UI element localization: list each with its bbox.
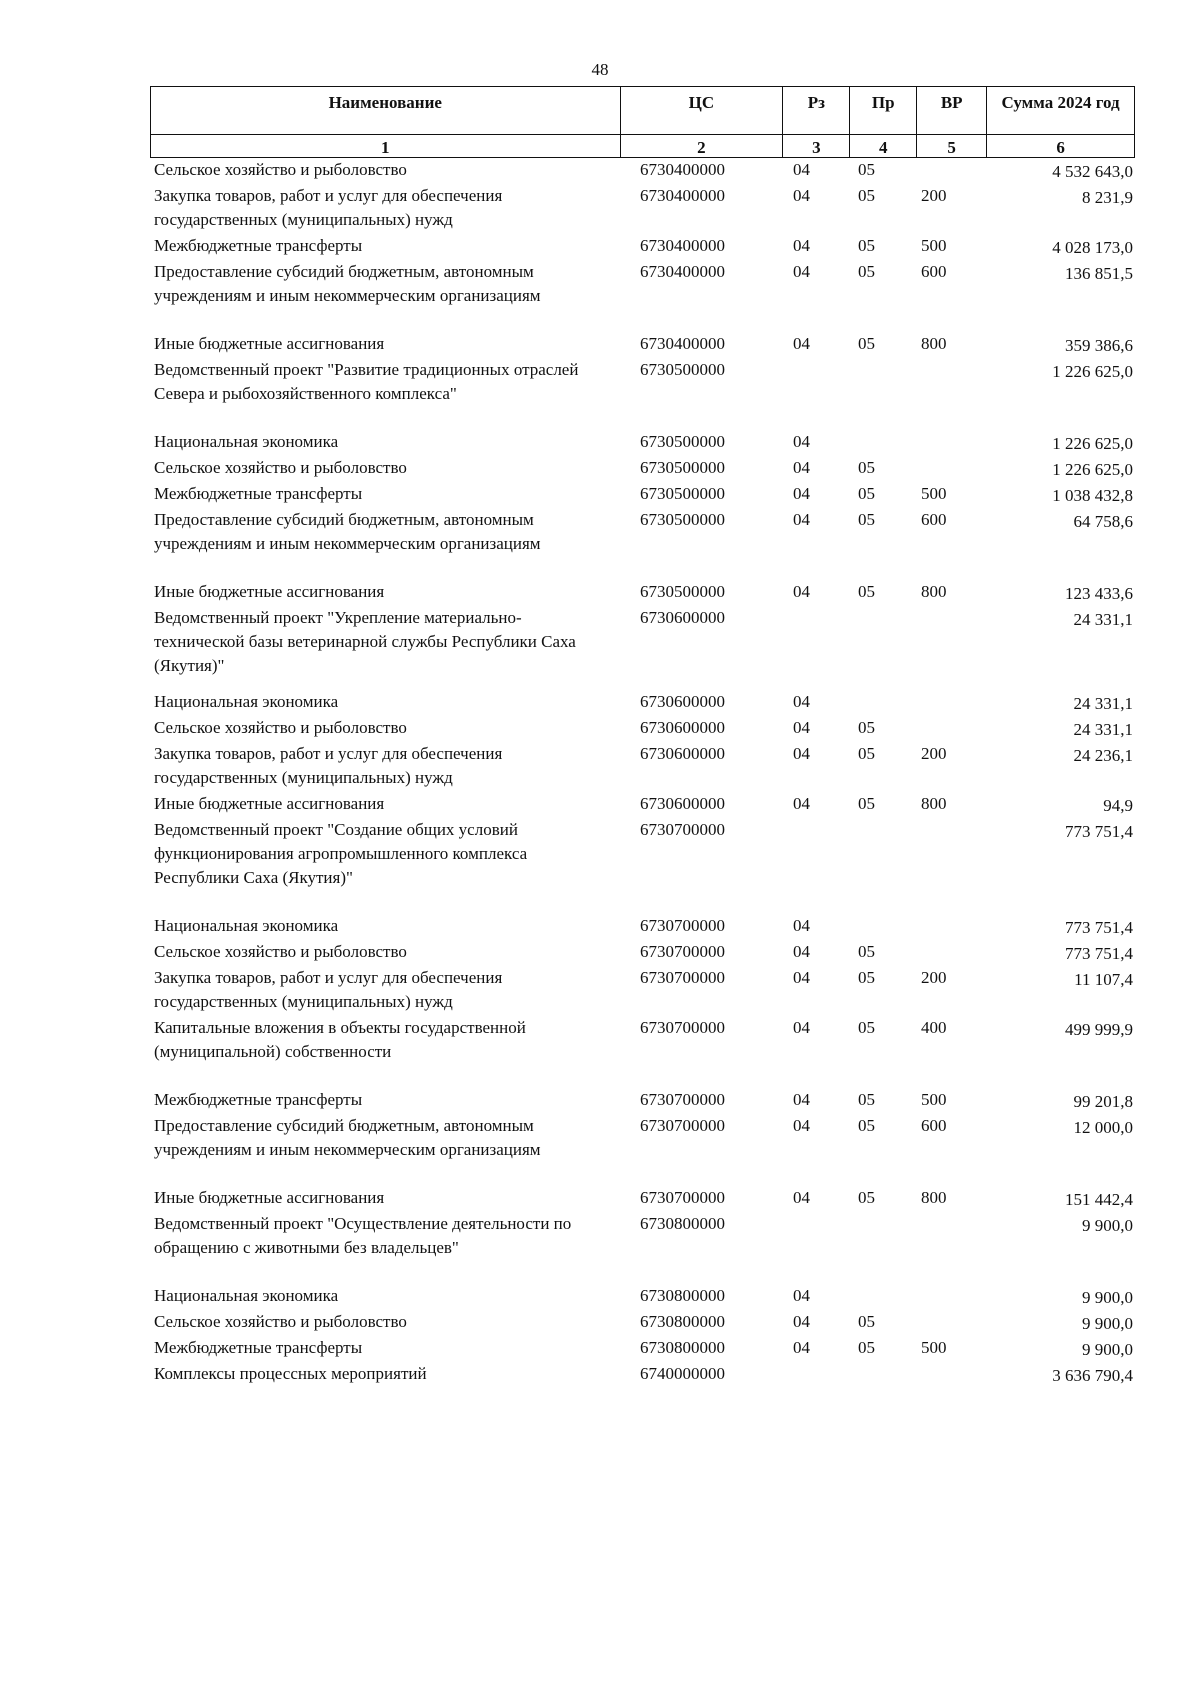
row-name: Национальная экономика [154,1286,339,1305]
table-body [150,158,1135,1388]
table-row [150,1284,1135,1310]
row-name: Предоставление субсидий бюджетным, автономным учреждениям и иным некоммерческим организациям [154,510,541,553]
row-pr: 05 [858,1188,875,1207]
table-row [150,260,1135,332]
row-name: Комплексы процессных мероприятий [154,1364,427,1383]
row-pr: 05 [858,718,875,737]
row-pr: 05 [858,1116,875,1135]
table-row [150,914,1135,940]
row-rz: 04 [793,186,810,205]
row-pr: 05 [858,484,875,503]
row-vr: 800 [921,794,947,813]
row-sum: 4 532 643,0 [1052,162,1133,181]
row-cs: 6730400000 [640,236,725,255]
table-row [150,1186,1135,1212]
row-name: Предоставление субсидий бюджетным, автономным учреждениям и иным некоммерческим организациям [154,1116,541,1159]
row-rz: 04 [793,1018,810,1037]
row-name: Межбюджетные трансферты [154,484,363,503]
row-rz: 04 [793,718,810,737]
row-name: Национальная экономика [154,916,339,935]
column-number: 1 [151,135,621,157]
table-row [150,358,1135,430]
table-row [150,508,1135,580]
row-pr: 05 [858,794,875,813]
row-sum: 94,9 [1103,796,1133,815]
row-cs: 6730700000 [640,820,725,839]
row-rz: 04 [793,1090,810,1109]
row-name: Сельское хозяйство и рыболовство [154,458,407,477]
row-sum: 9 900,0 [1082,1340,1133,1359]
row-vr [917,914,987,940]
column-number: 4 [850,135,917,157]
row-vr [917,1212,987,1284]
row-rz: 04 [793,968,810,987]
row-rz: 04 [793,432,810,451]
row-pr [850,690,917,716]
row-vr [917,606,987,690]
table-header-row [150,86,1135,135]
header-cs: ЦС [621,87,784,135]
row-pr [850,1212,917,1284]
row-name: Сельское хозяйство и рыболовство [154,718,407,737]
row-cs: 6730400000 [640,262,725,281]
row-cs: 6730800000 [640,1312,725,1331]
table-row [150,1016,1135,1088]
row-sum: 64 758,6 [1073,512,1133,531]
row-sum: 359 386,6 [1065,336,1133,355]
row-name: Сельское хозяйство и рыболовство [154,160,407,179]
header-rz: Рз [783,87,850,135]
row-vr [917,716,987,742]
row-cs: 6730700000 [640,1188,725,1207]
row-rz: 04 [793,510,810,529]
table-row [150,482,1135,508]
row-cs: 6730600000 [640,692,725,711]
column-number-row [150,134,1135,158]
row-name: Национальная экономика [154,692,339,711]
row-name: Закупка товаров, работ и услуг для обеспечения государственных (муниципальных) нужд [154,186,503,229]
row-rz: 04 [793,794,810,813]
row-sum: 773 751,4 [1065,944,1133,963]
row-name: Сельское хозяйство и рыболовство [154,1312,407,1331]
row-cs: 6730600000 [640,794,725,813]
row-cs: 6730700000 [640,1116,725,1135]
row-vr [917,358,987,430]
row-vr: 500 [921,1090,947,1109]
page-number: 48 [591,60,609,79]
row-name: Ведомственный проект "Создание общих условий функционирования агропромышленного комплекса Республики Саха (Якутия)" [154,820,528,887]
row-rz: 04 [793,1312,810,1331]
row-pr: 05 [858,1312,875,1331]
table-row [150,742,1135,792]
row-cs: 6730800000 [640,1286,725,1305]
row-sum: 24 331,1 [1073,694,1133,713]
row-name: Иные бюджетные ассигнования [154,334,385,353]
row-cs: 6730800000 [640,1338,725,1357]
table-row [150,792,1135,818]
row-pr: 05 [858,942,875,961]
row-name: Национальная экономика [154,432,339,451]
table-row [150,1362,1135,1388]
row-sum: 12 000,0 [1073,1118,1133,1137]
row-vr: 200 [921,186,947,205]
row-rz [783,358,850,430]
table-row [150,332,1135,358]
row-cs: 6730500000 [640,458,725,477]
row-sum: 8 231,9 [1082,188,1133,207]
row-rz [783,1212,850,1284]
row-rz [783,1362,850,1388]
row-pr: 05 [858,160,875,179]
row-sum: 99 201,8 [1073,1092,1133,1111]
row-pr: 05 [858,582,875,601]
row-vr: 600 [921,262,947,281]
budget-table [150,86,1135,1388]
row-pr [850,606,917,690]
row-vr: 500 [921,236,947,255]
row-cs: 6730700000 [640,1090,725,1109]
row-pr: 05 [858,1090,875,1109]
row-sum: 1 038 432,8 [1052,486,1133,505]
row-sum: 24 331,1 [1073,610,1133,629]
row-pr [850,1362,917,1388]
row-rz: 04 [793,484,810,503]
row-pr: 05 [858,458,875,477]
row-rz: 04 [793,916,810,935]
row-sum: 9 900,0 [1082,1216,1133,1235]
row-rz: 04 [793,1338,810,1357]
row-rz: 04 [793,1286,810,1305]
row-vr: 800 [921,334,947,353]
table-row [150,456,1135,482]
row-sum: 4 028 173,0 [1052,238,1133,257]
table-row [150,940,1135,966]
row-sum: 123 433,6 [1065,584,1133,603]
column-number: 5 [917,135,987,157]
header-sum: Сумма 2024 год [987,87,1135,135]
row-pr: 05 [858,186,875,205]
row-cs: 6730600000 [640,718,725,737]
row-pr: 05 [858,1338,875,1357]
row-cs: 6730400000 [640,334,725,353]
row-vr [917,818,987,914]
row-cs: 6730500000 [640,360,725,379]
row-name: Ведомственный проект "Развитие традиционных отраслей Севера и рыбохозяйственного комплекса" [154,360,579,403]
row-sum: 9 900,0 [1082,1314,1133,1333]
row-name: Ведомственный проект "Осуществление деятельности по обращению с животными без владельцев" [154,1214,572,1257]
row-vr [917,1284,987,1310]
row-rz: 04 [793,262,810,281]
row-rz: 04 [793,334,810,353]
row-vr: 200 [921,744,947,763]
row-pr [850,430,917,456]
row-vr [917,940,987,966]
row-vr [917,456,987,482]
row-cs: 6730600000 [640,744,725,763]
table-row [150,430,1135,456]
row-name: Иные бюджетные ассигнования [154,1188,385,1207]
table-row [150,1310,1135,1336]
row-vr [917,430,987,456]
row-rz: 04 [793,1116,810,1135]
row-pr: 05 [858,334,875,353]
table-row [150,1114,1135,1186]
row-name: Иные бюджетные ассигнования [154,582,385,601]
table-row [150,1212,1135,1284]
header-name: Наименование [151,87,621,135]
row-cs: 6730700000 [640,1018,725,1037]
column-number: 6 [987,135,1135,157]
row-sum: 1 226 625,0 [1052,434,1133,453]
row-name: Иные бюджетные ассигнования [154,794,385,813]
row-vr: 600 [921,1116,947,1135]
table-row [150,716,1135,742]
row-rz: 04 [793,160,810,179]
row-vr: 800 [921,582,947,601]
row-pr: 05 [858,968,875,987]
row-name: Межбюджетные трансферты [154,1338,363,1357]
row-rz: 04 [793,1188,810,1207]
row-cs: 6740000000 [640,1364,725,1383]
table-row [150,580,1135,606]
row-cs: 6730700000 [640,942,725,961]
row-sum: 773 751,4 [1065,918,1133,937]
row-vr: 500 [921,484,947,503]
row-pr: 05 [858,1018,875,1037]
row-cs: 6730400000 [640,160,725,179]
row-vr [917,690,987,716]
row-sum: 136 851,5 [1065,264,1133,283]
row-cs: 6730400000 [640,186,725,205]
row-cs: 6730500000 [640,582,725,601]
table-row [150,234,1135,260]
row-cs: 6730500000 [640,432,725,451]
row-pr [850,818,917,914]
header-pr: Пр [850,87,917,135]
table-row [150,690,1135,716]
table-row [150,606,1135,690]
table-row [150,1336,1135,1362]
row-sum: 24 236,1 [1073,746,1133,765]
row-rz: 04 [793,458,810,477]
row-name: Закупка товаров, работ и услуг для обеспечения государственных (муниципальных) нужд [154,744,503,787]
table-row [150,818,1135,914]
row-name: Межбюджетные трансферты [154,1090,363,1109]
row-name: Предоставление субсидий бюджетным, автономным учреждениям и иным некоммерческим организациям [154,262,541,305]
row-pr [850,914,917,940]
row-sum: 3 636 790,4 [1052,1366,1133,1385]
row-sum: 9 900,0 [1082,1288,1133,1307]
row-rz: 04 [793,692,810,711]
table-row [150,158,1135,184]
row-pr: 05 [858,236,875,255]
row-sum: 24 331,1 [1073,720,1133,739]
header-vr: ВР [917,87,987,135]
row-cs: 6730500000 [640,484,725,503]
row-cs: 6730800000 [640,1214,725,1233]
row-sum: 1 226 625,0 [1052,460,1133,479]
row-sum: 773 751,4 [1065,822,1133,841]
row-cs: 6730700000 [640,916,725,935]
row-vr: 800 [921,1188,947,1207]
row-vr: 400 [921,1018,947,1037]
row-name: Сельское хозяйство и рыболовство [154,942,407,961]
row-rz: 04 [793,582,810,601]
row-rz: 04 [793,236,810,255]
table-row [150,1088,1135,1114]
row-cs: 6730700000 [640,968,725,987]
row-vr [917,1362,987,1388]
row-rz [783,606,850,690]
row-cs: 6730600000 [640,608,725,627]
row-sum: 11 107,4 [1074,970,1133,989]
row-pr: 05 [858,262,875,281]
row-rz: 04 [793,942,810,961]
row-name: Капитальные вложения в объекты государственной (муниципальной) собственности [154,1018,526,1061]
column-number: 2 [621,135,784,157]
row-name: Закупка товаров, работ и услуг для обеспечения государственных (муниципальных) нужд [154,968,503,1011]
row-pr: 05 [858,510,875,529]
row-sum: 151 442,4 [1065,1190,1133,1209]
table-row [150,184,1135,234]
row-vr: 600 [921,510,947,529]
row-sum: 499 999,9 [1065,1020,1133,1039]
row-cs: 6730500000 [640,510,725,529]
row-vr [917,158,987,184]
row-sum: 1 226 625,0 [1052,362,1133,381]
row-rz [783,818,850,914]
column-number: 3 [783,135,850,157]
row-pr: 05 [858,744,875,763]
row-vr: 200 [921,968,947,987]
row-name: Межбюджетные трансферты [154,236,363,255]
row-vr [917,1310,987,1336]
row-rz: 04 [793,744,810,763]
row-pr [850,358,917,430]
row-vr: 500 [921,1338,947,1357]
row-name: Ведомственный проект "Укрепление материально-технической базы ветеринарной службы Республики Саха (Якутия)" [154,608,576,675]
table-row [150,966,1135,1016]
row-pr [850,1284,917,1310]
